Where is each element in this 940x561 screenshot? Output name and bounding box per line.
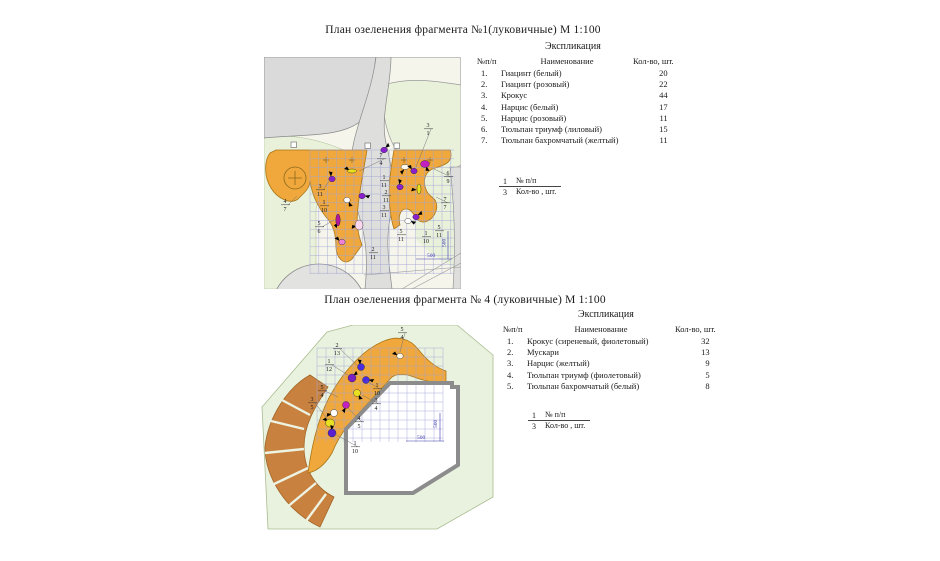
table-row: 4. Нарцис (белый) 17 — [481, 101, 668, 112]
col-name: Наименование — [574, 324, 628, 334]
svg-text:11: 11 — [398, 237, 404, 243]
svg-text:5: 5 — [399, 229, 403, 235]
table-row: 6. Тюльпан триумф (лиловый) 15 — [481, 123, 668, 134]
svg-text:5: 5 — [310, 405, 314, 411]
svg-text:4: 4 — [400, 335, 404, 341]
svg-text:1: 1 — [424, 231, 428, 237]
plan1-explication-table — [477, 56, 674, 146]
svg-text:1: 1 — [375, 383, 379, 389]
table-row: 4. Тюльпан триумф (фиолетовый) 5 — [507, 369, 710, 380]
key-qty: 3 — [532, 421, 536, 431]
dim-label: 500 — [427, 253, 436, 259]
key-num: 1 — [499, 176, 511, 187]
svg-text:10: 10 — [321, 208, 327, 214]
svg-text:11: 11 — [317, 192, 323, 198]
dim-label: 500 — [433, 419, 439, 428]
svg-text:11: 11 — [381, 213, 387, 219]
key-qty-label: Кол-во , шт. — [545, 421, 586, 430]
svg-text:11: 11 — [383, 198, 389, 204]
plan1-explication-title: Экспликация — [545, 41, 601, 52]
svg-text:10: 10 — [423, 239, 429, 245]
svg-text:11: 11 — [436, 233, 442, 239]
svg-text:13: 13 — [334, 351, 340, 357]
plan1-drawing — [264, 57, 461, 289]
table-header-row — [477, 56, 674, 68]
svg-text:4: 4 — [374, 406, 378, 412]
svg-text:5: 5 — [400, 327, 404, 333]
svg-text:10: 10 — [352, 449, 358, 455]
svg-text:5: 5 — [320, 385, 324, 391]
key-num-label: № п/п — [511, 176, 561, 187]
key-qty-label: Кол-во , шт. — [516, 187, 557, 196]
table-row: 1. Гиацинт (белый) 20 — [481, 68, 668, 78]
table-row: 5. Нарцис (розовый) 11 — [481, 112, 668, 123]
svg-text:1: 1 — [382, 175, 386, 181]
svg-text:2: 2 — [384, 190, 388, 196]
svg-text:3: 3 — [318, 184, 322, 190]
plan2-explication-table — [503, 324, 716, 392]
key-num-label: № п/п — [540, 410, 590, 421]
svg-text:4: 4 — [379, 161, 383, 167]
svg-text:2: 2 — [371, 247, 375, 253]
table-header-row — [503, 324, 716, 336]
plan2-symbol-key — [528, 410, 590, 431]
svg-text:6: 6 — [446, 171, 450, 177]
svg-text:5: 5 — [317, 221, 321, 227]
plan1-symbol-key — [499, 176, 561, 197]
svg-text:2: 2 — [335, 343, 339, 349]
svg-text:4: 4 — [283, 199, 287, 205]
plan2-title: План озеленения фрагмента № 4 (луковичные) М 1:100 — [324, 294, 606, 306]
plan1-title: План озеленения фрагмента №1(луковичные) М 1:100 — [325, 24, 601, 36]
table-row: 2. Гиацинт (розовый) 22 — [481, 79, 668, 90]
svg-text:5: 5 — [437, 225, 441, 231]
svg-text:3: 3 — [382, 205, 386, 211]
col-qty: Кол-во, шт. — [633, 56, 674, 66]
svg-text:3: 3 — [426, 123, 430, 129]
plan2-explication-title: Экспликация — [578, 309, 634, 320]
svg-text:4: 4 — [357, 416, 361, 422]
table-row: 7. Тюльпан бахромчатый (желтый) 11 — [481, 135, 668, 146]
svg-text:4: 4 — [320, 393, 324, 399]
svg-text:11: 11 — [381, 183, 387, 189]
table-row: 1. Крокус (сиреневый, фиолетовый) 32 — [507, 336, 710, 346]
svg-text:11: 11 — [370, 255, 376, 261]
svg-text:12: 12 — [326, 367, 332, 373]
table-row: 3. Крокус 44 — [481, 90, 668, 101]
svg-text:10: 10 — [374, 391, 380, 397]
svg-text:6: 6 — [317, 229, 321, 235]
table-row: 5. Тюльпан бахромчатый (белый) 8 — [507, 380, 710, 391]
col-num: №п/п — [477, 56, 497, 66]
svg-text:1: 1 — [327, 359, 331, 365]
dim-label: 500 — [441, 238, 448, 247]
plan2-drawing — [258, 325, 503, 535]
svg-text:1: 1 — [322, 200, 326, 206]
svg-text:1: 1 — [426, 131, 430, 137]
key-qty: 3 — [503, 187, 507, 197]
key-num: 1 — [528, 410, 540, 421]
svg-text:7: 7 — [379, 153, 383, 159]
col-qty: Кол-во, шт. — [675, 324, 716, 334]
svg-text:1: 1 — [353, 441, 357, 447]
table-row: 2. Мускари 13 — [507, 347, 710, 358]
svg-text:3: 3 — [374, 398, 378, 404]
col-num: №п/п — [503, 324, 523, 334]
svg-text:7: 7 — [443, 205, 447, 211]
table-row: 3. Нарцис (желтый) 9 — [507, 358, 710, 369]
svg-text:7: 7 — [443, 197, 447, 203]
col-name: Наименование — [540, 56, 594, 66]
svg-text:7: 7 — [283, 207, 287, 213]
svg-text:9: 9 — [446, 179, 450, 185]
svg-text:5: 5 — [357, 424, 361, 430]
dim-label: 500 — [417, 435, 426, 441]
svg-text:3: 3 — [310, 397, 314, 403]
